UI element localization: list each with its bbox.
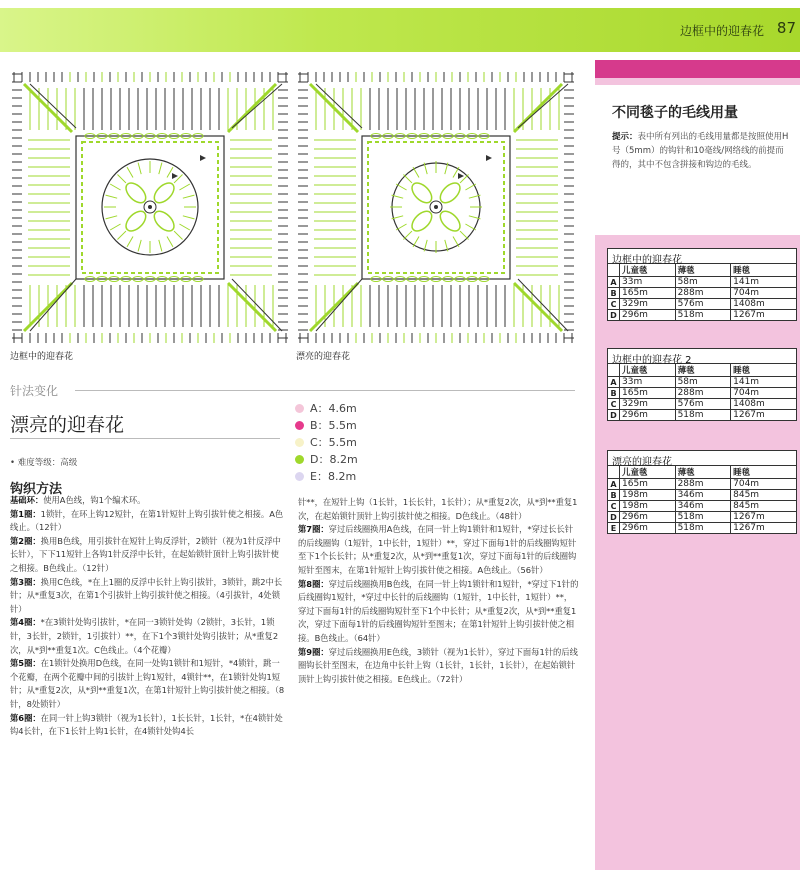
petal [437, 179, 464, 206]
round-stitch [179, 184, 189, 190]
table-row [608, 377, 797, 388]
round-stitch [117, 231, 125, 239]
instruction-text: 针**，在短针上钩（1长针，1长长针，1长针）；从*重复2次，从*到**重复1次，在起始锁针顶针上钩引拔针使之相接。D色线止。（48针） [298, 497, 578, 521]
yarn-letter: B [608, 388, 620, 399]
crochet-chart-1 [10, 70, 290, 345]
instruction-paragraph [298, 646, 580, 687]
instruction-paragraph [10, 494, 286, 508]
pattern-title: 漂亮的迎春花 [10, 414, 125, 436]
round-stitch [174, 231, 182, 239]
start-arrow [486, 155, 492, 161]
instruction-text: 在1锁针处换用D色线，在同一处钩1锁针和1短针，*4锁针，跳一个花瓣，在两个花瓣中间的引拔针上钩1短针，4锁针**，在1锁针处钩1短针；从*重复2次，从*到**重复1次，在第1针短针上钩引拔针使之相接。（8针，8处锁针） [10, 658, 285, 709]
table-row [608, 277, 797, 288]
table-title: 漂亮的迎春花 [607, 450, 797, 465]
instruction-text: *在3锁针处钩引拔针，*在同一3锁针处钩（2锁针，3长针，1锁针，3长针，2锁针，1引拔针）**，在下1个3锁针处钩引拔针；从*重复2次，从*到**重复1次。C色线止。（4个花瓣） [10, 617, 279, 655]
start-arrow [200, 155, 206, 161]
corner-stitch [316, 279, 362, 331]
yarn-amount: D：8.2m [310, 453, 358, 466]
round-stitch [403, 231, 411, 239]
yarn-list [295, 400, 358, 485]
yarn-letter: B [608, 288, 620, 299]
petal [437, 208, 464, 235]
yarn-letter: D [608, 310, 620, 321]
yarn-item [295, 400, 358, 417]
corner-increase [228, 283, 276, 331]
yarn-letter: C [608, 299, 620, 310]
round-stitch [465, 184, 475, 190]
round-label: 第9圈： [298, 646, 329, 657]
yarn-item [295, 468, 358, 485]
round-stitch [159, 240, 162, 252]
table-cell: 296m [620, 523, 676, 534]
table-cell: 576m [675, 299, 731, 310]
table-cell: 165m [620, 388, 676, 399]
table-row [608, 288, 797, 299]
yarn-amount: E：8.2m [310, 470, 357, 483]
yarn-letter: A [608, 377, 620, 388]
yarn-amount: A：4.6m [310, 402, 357, 415]
instructions-column-1 [10, 494, 286, 739]
yarn-item [295, 451, 358, 468]
table-row [608, 310, 797, 321]
table-cell: 346m [675, 490, 731, 501]
column-header: 儿童毯 [620, 364, 676, 377]
round-label: 第3圈： [10, 576, 41, 587]
petal [122, 208, 149, 235]
yarn-color-swatch [295, 421, 304, 430]
table-row [608, 299, 797, 310]
round-stitch [127, 236, 133, 246]
round-stitch [159, 163, 162, 175]
start-arrow [172, 173, 178, 179]
table-cell: 296m [620, 310, 676, 321]
yarn-table-1 [607, 248, 797, 321]
yarn-amount: C：5.5m [310, 436, 357, 449]
table-title: 边框中的迎春花 [607, 248, 797, 263]
instruction-paragraph [10, 508, 286, 535]
table-cell: 198m [620, 501, 676, 512]
table-cell: 346m [675, 501, 731, 512]
instruction-paragraph [10, 535, 286, 576]
table-cell: 1408m [731, 399, 797, 410]
instruction-text: 1锁针，在环上钩12短针，在第1针短针上钩引拔针使之相接。A色线止。（12针） [10, 508, 284, 533]
yarn-letter: A [608, 277, 620, 288]
round-stitch [460, 231, 468, 239]
table-cell: 58m [675, 377, 731, 388]
table-cell: 141m [731, 277, 797, 288]
corner-stitch [316, 84, 362, 128]
instruction-paragraph [10, 657, 286, 711]
instructions-column-2 [298, 496, 580, 686]
divider [10, 438, 280, 439]
round-stitch [183, 195, 195, 198]
round-label: 第2圈： [10, 535, 41, 546]
round-stitch [117, 174, 125, 182]
corner-stitch [518, 279, 568, 331]
corner-stitch [232, 279, 282, 331]
table-cell: 198m [620, 490, 676, 501]
instruction-text: 穿过后线圈换用A色线，在同一针上钩1锁针和1短针，*穿过长长针的后线圈钩（1短针，1中长针，1短针）**，穿过下面每1针的后线圈钩短针至下1个长长针；从*重复2次，从*到**重复1次，穿过下面每1针的后线圈钩短针至图末，在第1针短针上钩引拔针使之相接。A色线止。（56针） [298, 524, 577, 575]
yarn-color-swatch [295, 404, 304, 413]
yarn-item [295, 417, 358, 434]
corner-stitch [518, 84, 568, 128]
instruction-paragraph [10, 712, 286, 739]
round-label: 第7圈： [298, 524, 329, 535]
corner-stitch [30, 84, 76, 128]
table-cell: 165m [620, 288, 676, 299]
table-cell: 288m [675, 388, 731, 399]
petal [408, 179, 435, 206]
table-cell: 576m [675, 399, 731, 410]
column-header: 儿童毯 [620, 264, 676, 277]
table-title: 边框中的迎春花 2 [607, 348, 797, 363]
corner-stitch [30, 279, 76, 331]
column-header: 睡毯 [731, 364, 797, 377]
table-cell: 845m [731, 501, 797, 512]
table-row [608, 410, 797, 421]
instruction-text: 使用A色线，钩1个编术环。 [43, 495, 146, 505]
instruction-paragraph [298, 578, 580, 646]
table-cell: 296m [620, 512, 676, 523]
table-cell: 1408m [731, 299, 797, 310]
tip-text: 表中所有列出的毛线用量都是按照使用H号（5mm）的钩针和10毫线/网络线的前提而得的，其中不包含拼接和钩边的毛线。 [612, 132, 789, 170]
round-stitch [110, 184, 120, 190]
page-number: 87 [776, 19, 796, 37]
round-stitch [110, 224, 120, 230]
table-row [608, 399, 797, 410]
table-cell: 33m [620, 377, 676, 388]
yarn-letter: C [608, 501, 620, 512]
round-stitch [179, 224, 189, 230]
table-header-row [608, 364, 797, 377]
yarn-letter: D [608, 410, 620, 421]
table-row [608, 388, 797, 399]
round-stitch [106, 216, 118, 219]
chart-caption-2: 漂亮的迎春花 [296, 352, 351, 362]
section-label: 针法变化 [10, 384, 59, 398]
round-stitch [465, 224, 475, 230]
instruction-text: 在同一针上钩3锁针（视为1长针），1长长针，1长针，*在4锁针处钩4长针，在下1长针上钩1长针，在4锁针处钩4长 [10, 712, 283, 737]
table-cell: 296m [620, 410, 676, 421]
table-cell: 288m [675, 288, 731, 299]
instruction-paragraph [10, 576, 286, 617]
table-cell: 1267m [731, 310, 797, 321]
table-cell: 704m [731, 288, 797, 299]
ring-center [434, 205, 438, 209]
column-header: 睡毯 [731, 466, 797, 479]
table-cell: 141m [731, 377, 797, 388]
yarn-color-swatch [295, 472, 304, 481]
table-cell: 1267m [731, 523, 797, 534]
table-header-row [608, 264, 797, 277]
round-label: 第8圈： [298, 578, 329, 589]
panel-tip [612, 130, 792, 172]
corner-increase [514, 283, 562, 331]
table-row [608, 490, 797, 501]
crochet-chart-2 [296, 70, 576, 345]
instruction-text: 换用B色线，用引拔针在短针上钩反浮针，2锁针（视为1针反浮中长针），下下11短针上各钩1针反浮中长针，在起始锁针顶针上钩引拔针使之相接。B色线止。（12针） [10, 535, 281, 573]
yarn-letter: E [608, 523, 620, 534]
table-cell: 288m [675, 479, 731, 490]
petal [151, 179, 178, 206]
chart-caption-1: 边框中的迎春花 [10, 352, 74, 362]
start-arrow [458, 173, 464, 179]
round-stitch [127, 167, 133, 177]
table-cell: 704m [731, 479, 797, 490]
round-label: 第4圈： [10, 617, 41, 628]
table-row [608, 501, 797, 512]
corner-stitch [232, 84, 282, 128]
yarn-letter: A [608, 479, 620, 490]
column-header: 薄毯 [675, 264, 731, 277]
table-cell: 518m [675, 410, 731, 421]
column-header: 薄毯 [675, 364, 731, 377]
yarn-table-3 [607, 450, 797, 534]
table-cell: 329m [620, 399, 676, 410]
yarn-item [295, 434, 358, 451]
column-header: 薄毯 [675, 466, 731, 479]
yarn-letter: D [608, 512, 620, 523]
round-stitch [453, 236, 459, 246]
table-cell: 1267m [731, 410, 797, 421]
panel-accent-strip [595, 60, 800, 78]
round-stitch [167, 236, 173, 246]
instruction-paragraph [298, 523, 580, 577]
table-cell: 329m [620, 299, 676, 310]
table-row [608, 512, 797, 523]
round-stitch [413, 167, 419, 177]
panel-title: 不同毯子的毛线用量 [612, 105, 738, 121]
round-stitch [183, 216, 195, 219]
method-title: 钩织方法 [10, 482, 63, 497]
table-cell: 33m [620, 277, 676, 288]
ring-center [148, 205, 152, 209]
divider [75, 390, 575, 391]
yarn-table-2 [607, 348, 797, 421]
difficulty-level: • 难度等级：高级 [10, 458, 78, 468]
column-header: 睡毯 [731, 264, 797, 277]
round-stitch [403, 174, 411, 182]
table-cell: 518m [675, 512, 731, 523]
round-stitch [106, 195, 118, 198]
round-stitch [138, 240, 141, 252]
yarn-letter: C [608, 399, 620, 410]
petal [122, 179, 149, 206]
header-title: 边框中的迎春花 [679, 24, 764, 38]
column-header: 儿童毯 [620, 466, 676, 479]
table-cell: 518m [675, 523, 731, 534]
table-row [608, 479, 797, 490]
instruction-text: 穿过后线圈换用B色线，在同一针上钩1锁针和1短针，*穿过下1针的后线圈钩1短针，*穿过中长针的后线圈钩（1短针，1中长针，1短针）**，穿过下面每1针的后线圈钩短针至下1个中长针；从*重复2次，从*到**重复1次，穿过下面每1针的后线圈钩短针至图末；在第1针短针上钩引拔针使之相接。B色线止。（64针） [298, 578, 579, 643]
table-cell: 58m [675, 277, 731, 288]
round-stitch [396, 224, 406, 230]
petal [151, 208, 178, 235]
table-header-row [608, 466, 797, 479]
yarn-color-swatch [295, 455, 304, 464]
round-label: 第6圈： [10, 712, 41, 723]
table-cell: 165m [620, 479, 676, 490]
instruction-text: 换用C色线，*在上1圈的反浮中长针上钩引拔针，3锁针，跳2中长针；从*重复3次，在第1个引拔针上钩引拔针使之相接。（4引拔针，4处锁针） [10, 576, 283, 614]
round-label: 第5圈： [10, 658, 41, 669]
instruction-paragraph [298, 496, 580, 523]
table-cell: 1267m [731, 512, 797, 523]
round-stitch [413, 236, 419, 246]
round-label: 第1圈： [10, 508, 41, 519]
yarn-color-swatch [295, 438, 304, 447]
round-stitch [396, 184, 406, 190]
table-cell: 845m [731, 490, 797, 501]
instruction-paragraph [10, 616, 286, 657]
yarn-letter: B [608, 490, 620, 501]
instruction-text: 穿过后线圈换用E色线，3锁针（视为1长针），穿过下面每1针的后线圈钩长针至图末，在边角中长针上钩（1长针，1长针，1长针），在起始锁针顶针上钩引拔针使之相接。E色线止。（72针） [298, 646, 578, 684]
petal [408, 208, 435, 235]
round-stitch [138, 163, 141, 175]
table-row [608, 523, 797, 534]
round-label: 基础环： [10, 495, 44, 505]
table-cell: 518m [675, 310, 731, 321]
yarn-amount: B：5.5m [310, 419, 357, 432]
tip-label: 提示： [612, 132, 638, 142]
table-cell: 704m [731, 388, 797, 399]
